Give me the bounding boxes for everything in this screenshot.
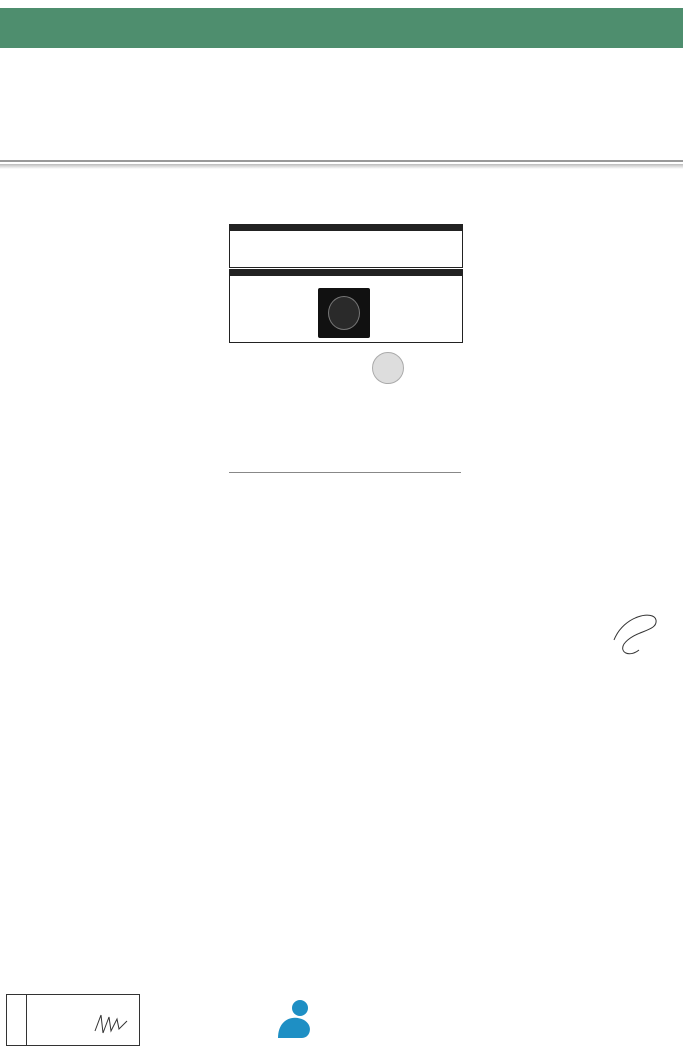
signature-image	[594, 610, 664, 660]
report-title	[0, 8, 683, 48]
embedded-footer	[229, 472, 461, 475]
result-text	[230, 276, 462, 280]
stamp-signature-image	[93, 1011, 133, 1039]
scan-shadow	[0, 164, 683, 169]
signature-row	[32, 630, 662, 646]
result-box	[229, 269, 463, 343]
receipt-stamp	[6, 994, 140, 1046]
case-details-box	[229, 224, 463, 268]
divider	[0, 160, 683, 162]
sml-logo-icon	[272, 996, 316, 1040]
stamp-label	[7, 995, 27, 1045]
nucleus-image	[328, 296, 360, 330]
embedded-report	[226, 176, 466, 496]
pie-chart-image	[372, 352, 404, 384]
cell-image	[318, 288, 370, 338]
